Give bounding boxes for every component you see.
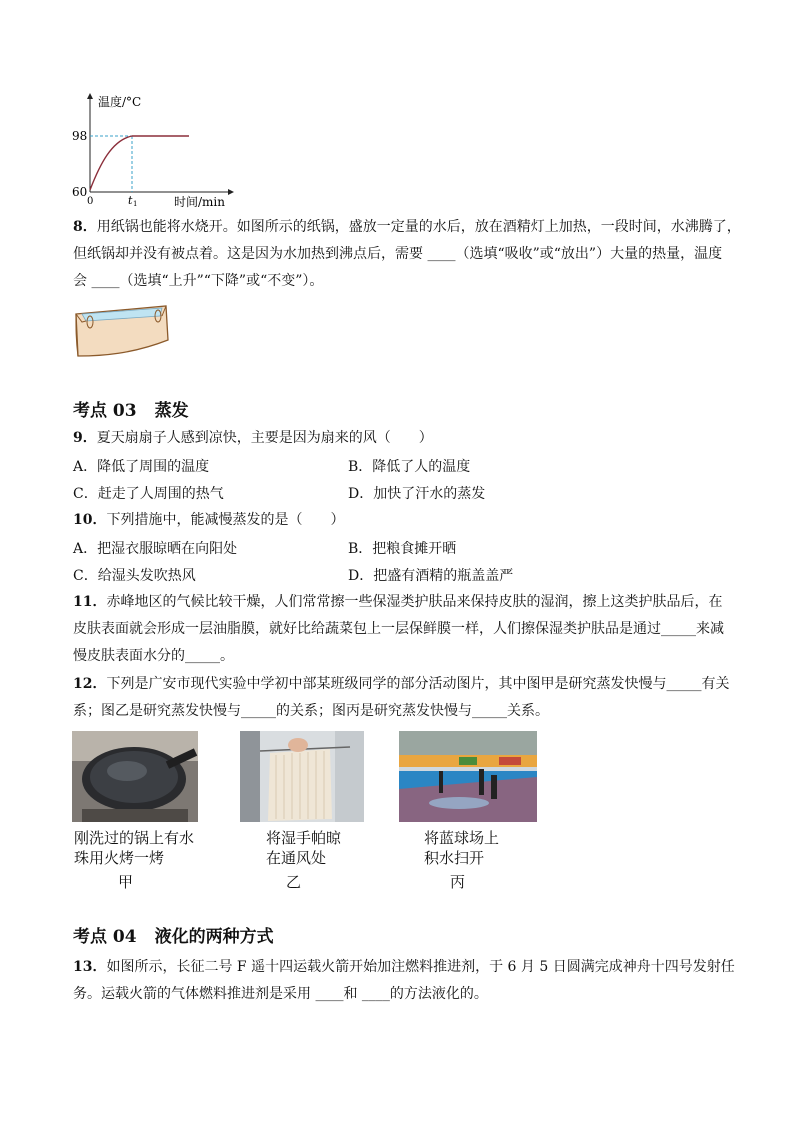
caption-jia-line1: 刚洗过的锅上有水 — [74, 829, 195, 847]
y-tick-98: 98 — [72, 129, 88, 143]
caption-jia-line2: 珠用火烤一烤 — [74, 849, 165, 867]
question-9-option-a[interactable]: A．降低了周围的温度 — [73, 459, 210, 475]
label-bing: 丙 — [450, 873, 466, 891]
label-yi: 乙 — [286, 873, 302, 891]
question-13-line1: 13．如图所示，长征二号 F 遥十四运载火箭开始加注燃料推进剂，于 6 月 5 日圆满完成神舟十四号发射任 — [73, 959, 735, 975]
question-10-option-c[interactable]: C．给湿头发吹热风 — [73, 568, 196, 584]
question-9-option-d[interactable]: D．加快了汗水的蒸发 — [348, 486, 486, 502]
question-10-option-d[interactable]: D．把盛有酒精的瓶盖盖严 — [348, 568, 514, 584]
question-8-line1: 8．用纸锅也能将水烧开。如图所示的纸锅，盛放一定量的水后，放在酒精灯上加热，一段时间，水沸腾了， — [73, 219, 741, 235]
x-tick-0: 0 — [87, 196, 94, 207]
y-tick-60: 60 — [72, 185, 88, 199]
caption-yi-line2: 在通风处 — [266, 849, 327, 867]
paper-pot-image — [72, 300, 172, 360]
x-tick-t1-sub: 1 — [133, 200, 138, 208]
caption-yi-line1: 将湿手帕晾 — [266, 829, 342, 847]
question-12-line1: 12．下列是广安市现代实验中学初中部某班级同学的部分活动图片，其中图甲是研究蒸发快慢与_____有关 — [73, 676, 730, 692]
question-10-option-a[interactable]: A．把湿衣服晾晒在向阳处 — [73, 541, 238, 557]
question-9-option-c[interactable]: C．赶走了人周围的热气 — [73, 486, 224, 502]
question-11-line1: 11．赤峰地区的气候比较干燥，人们常常擦一些保湿类护肤品来保持皮肤的湿润，擦上这类护肤品后，在 — [73, 594, 723, 610]
section-heading-04: 考点 04 液化的两种方式 — [73, 927, 274, 947]
photo-jia-wok — [72, 731, 198, 822]
question-9-option-b[interactable]: B．降低了人的温度 — [348, 459, 471, 475]
question-11-line3: 慢皮肤表面水分的_____。 — [73, 648, 234, 664]
temperature-time-graph — [66, 92, 246, 210]
question-10-stem: 10．下列措施中，能减慢蒸发的是（ ） — [73, 512, 345, 528]
temperature-curve — [90, 136, 189, 190]
caption-bing-line1: 将蓝球场上 — [424, 829, 500, 847]
question-13-line2: 务。运载火箭的气体燃料推进剂是采用 ____和 ____的方法液化的。 — [73, 986, 488, 1002]
question-number: 8． — [73, 219, 97, 235]
question-8-line3: 会 ____（选填“上升”“下降”或“不变”）。 — [73, 273, 324, 289]
question-11-line2: 皮肤表面就会形成一层油脂膜，就好比给蔬菜包上一层保鲜膜一样，人们擦保湿类护肤品是通过_____来减 — [73, 621, 724, 637]
label-jia: 甲 — [118, 873, 134, 891]
question-12-line2: 系；图乙是研究蒸发快慢与_____的关系；图丙是研究蒸发快慢与_____关系。 — [73, 703, 549, 719]
x-axis-label: 时间/min — [174, 195, 225, 209]
question-8-line2: 但纸锅却并没有被点着。这是因为水加热到沸点后，需要 ____（选填“吸收”或“放出”）大量的热量，温度 — [73, 246, 723, 262]
question-10-option-b[interactable]: B．把粮食摊开晒 — [348, 541, 457, 557]
caption-bing-line2: 积水扫开 — [424, 849, 485, 867]
y-axis-label: 温度/°C — [98, 95, 142, 109]
x-tick-t1: t — [128, 194, 133, 207]
question-9-stem: 9．夏天扇扇子人感到凉快，主要是因为扇来的风（ ） — [73, 430, 433, 446]
photo-yi-handkerchief — [240, 731, 364, 822]
photo-bing-court — [399, 731, 537, 822]
section-heading-03: 考点 03 蒸发 — [73, 401, 189, 421]
